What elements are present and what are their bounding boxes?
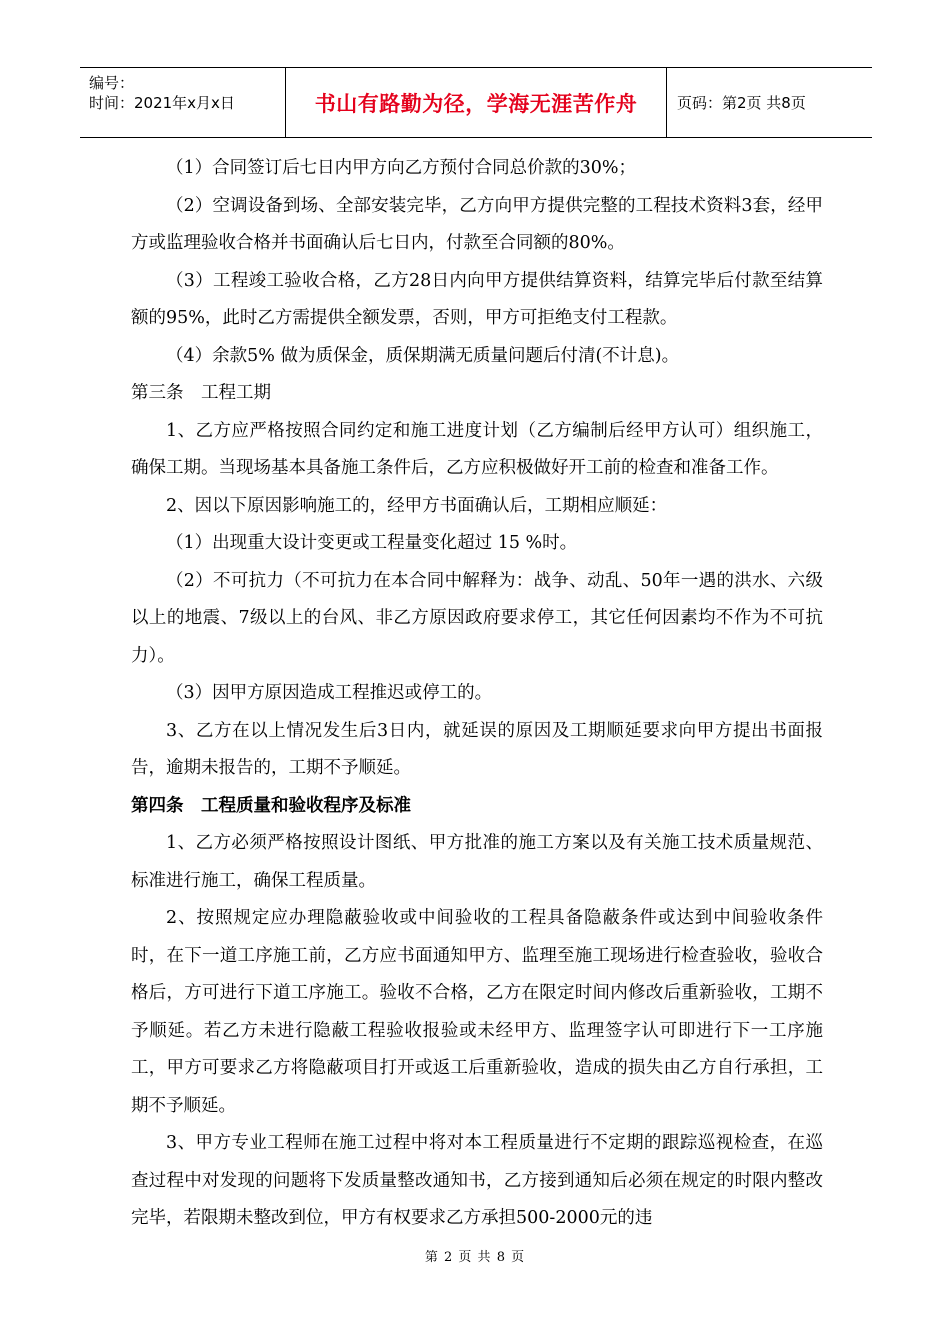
paragraph: 3、甲方专业工程师在施工过程中将对本工程质量进行不定期的跟踪巡视检查，在巡查过程中对发现的问题将下发质量整改通知书，乙方接到通知后必须在规定的时限内整改完毕，若限期未整改到位，甲方有权要求乙方承担500-2000元的违	[131, 1133, 823, 1228]
paragraph: （4）余款5% 做为质保金，质保期满无质量问题后付清(不计息)。	[166, 345, 680, 366]
page-header	[80, 67, 872, 138]
header-motto: 书山有路勤为径，学海无涯苦作舟	[286, 68, 667, 137]
paragraph: （2）空调设备到场、全部安装完毕，乙方向甲方提供完整的工程技术资料3套，经甲方或监理验收合格并书面确认后七日内，付款至合同额的80%。	[131, 195, 823, 253]
page-footer: 第 2 页 共 8 页	[424, 1250, 526, 1265]
serial-number-label: 编号：	[89, 74, 135, 92]
section-heading: 第三条 工程工期	[131, 383, 271, 403]
paragraph: （1）合同签订后七日内甲方向乙方预付合同总价款的30%；	[166, 158, 637, 178]
paragraph: （2）不可抗力（不可抗力在本合同中解释为：战争、动乱、50年一遇的洪水、六级以上的地震、7级以上的台风、非乙方原因政府要求停工，其它任何因素均不作为不可抗力）。	[131, 570, 823, 666]
paragraph: 3、乙方在以上情况发生后3日内，就延误的原因及工期顺延要求向甲方提出书面报告，逾期未报告的，工期不予顺延。	[131, 720, 823, 778]
paragraph: （1）出现重大设计变更或工程量变化超过 15 %时。	[166, 533, 578, 553]
date-label: 时间：2021年x月x日	[89, 94, 235, 112]
paragraph: （3）因甲方原因造成工程推迟或停工的。	[166, 683, 493, 703]
paragraph: 1、乙方应严格按照合同约定和施工进度计划（乙方编制后经甲方认可）组织施工，确保工期。当现场基本具备施工条件后，乙方应积极做好开工前的检查和准备工作。	[131, 420, 823, 478]
paragraph: 2、按照规定应办理隐蔽验收或中间验收的工程具备隐蔽条件或达到中间验收条件时，在下一道工序施工前，乙方应书面通知甲方、监理至施工现场进行检查验收，验收合格后，方可进行下道工序施工。验收不合格，乙方在限定时间内修改后重新验收，工期不予顺延。若乙方未进行隐蔽工程验收报验或未经甲方、监理签字认可即进行下一工序施工，甲方可要求乙方将隐蔽项目打开或返工后重新验收，造成的损失由乙方自行承担，工期不予顺延。	[131, 908, 823, 1116]
document-body	[131, 150, 823, 1238]
section-heading: 第四条 工程质量和验收程序及标准	[131, 795, 411, 816]
header-meta	[80, 68, 286, 137]
paragraph: 1、乙方必须严格按照设计图纸、甲方批准的施工方案以及有关施工技术质量规范、标准进行施工，确保工程质量。	[131, 833, 823, 891]
paragraph: （3）工程竣工验收合格，乙方28日内向甲方提供结算资料，结算完毕后付款至结算额的95%，此时乙方需提供全额发票，否则，甲方可拒绝支付工程款。	[131, 270, 823, 328]
paragraph: 2、因以下原因影响施工的，经甲方书面确认后，工期相应顺延：	[166, 495, 668, 516]
header-page-info: 页码：第2页 共8页	[677, 94, 806, 112]
